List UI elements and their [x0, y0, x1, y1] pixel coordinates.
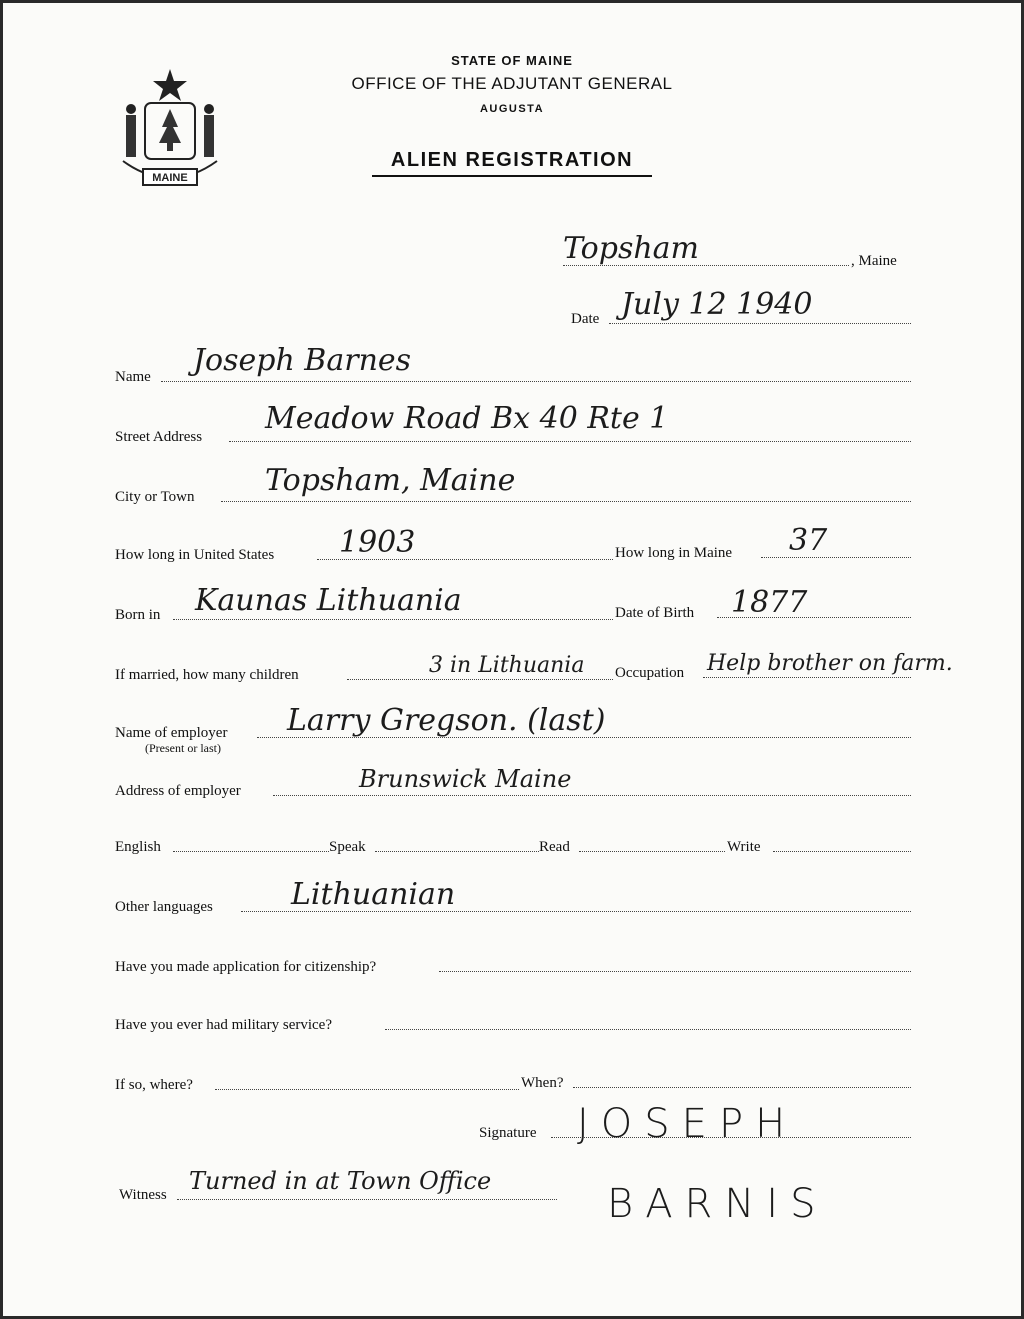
- name-value: Joseph Barnes: [193, 343, 412, 378]
- military-line: [385, 1029, 911, 1030]
- date-line: [609, 323, 911, 324]
- street-line: [229, 441, 911, 442]
- born-label: Born in: [115, 607, 161, 623]
- header-city: AUGUSTA: [479, 103, 545, 115]
- dob-value: 1877: [731, 585, 808, 620]
- children-line: [347, 679, 613, 680]
- maine-time-label: How long in Maine: [615, 545, 733, 561]
- header-state: STATE OF MAINE: [451, 53, 573, 68]
- born-value: Kaunas Lithuania: [195, 583, 462, 618]
- witness-value: Turned in at Town Office: [189, 1167, 492, 1195]
- where-line: [215, 1089, 519, 1090]
- street-value: Meadow Road Bx 40 Rte 1: [265, 401, 669, 436]
- town-suffix: , Maine: [851, 253, 897, 269]
- other-languages-value: Lithuanian: [291, 877, 456, 912]
- date-label: Date: [571, 311, 600, 327]
- dob-label: Date of Birth: [615, 605, 695, 621]
- witness-line: [177, 1199, 557, 1200]
- employer-address-value: Brunswick Maine: [359, 765, 572, 793]
- us-time-label: How long in United States: [115, 547, 275, 563]
- children-label: If married, how many children: [115, 667, 299, 683]
- employer-value: Larry Gregson. (last): [287, 703, 606, 738]
- header-office: OFFICE OF THE ADJUTANT GENERAL: [351, 74, 673, 93]
- signature-line1: JOSEPH: [577, 1101, 798, 1147]
- street-label: Street Address: [115, 429, 203, 445]
- born-line: [173, 619, 613, 620]
- employer-sublabel: (Present or last): [145, 741, 221, 755]
- employer-address-label: Address of employer: [115, 783, 241, 799]
- english-line: [173, 851, 329, 852]
- name-line: [161, 381, 911, 382]
- signature-label: Signature: [479, 1125, 537, 1141]
- registration-form: [3, 3, 1021, 1316]
- military-label: Have you ever had military service?: [115, 1017, 332, 1033]
- occupation-value: Help brother on farm.: [707, 651, 953, 676]
- seal-banner-text: MAINE: [152, 172, 188, 184]
- signature-line2: BARNIS: [607, 1181, 828, 1227]
- when-line: [573, 1087, 911, 1088]
- city-value: Topsham, Maine: [265, 463, 516, 498]
- citizenship-label: Have you made application for citizenship?: [115, 959, 377, 975]
- maine-time-line: [761, 557, 911, 558]
- city-line: [221, 501, 911, 502]
- town-value: Topsham: [563, 231, 699, 266]
- english-label: English: [115, 839, 161, 855]
- when-label: When?: [521, 1075, 564, 1091]
- write-label: Write: [727, 839, 761, 855]
- employer-address-line: [273, 795, 911, 796]
- city-label: City or Town: [115, 489, 195, 505]
- read-line: [579, 851, 725, 852]
- date-value: July 12 1940: [621, 287, 813, 322]
- employer-label: Name of employer: [115, 725, 228, 741]
- title-underline: [372, 175, 652, 177]
- read-label: Read: [539, 839, 570, 855]
- citizenship-line: [439, 971, 911, 972]
- name-label: Name: [115, 369, 151, 385]
- form-title: ALIEN REGISTRATION: [390, 149, 634, 171]
- us-time-value: 1903: [339, 525, 416, 560]
- where-label: If so, where?: [115, 1077, 193, 1093]
- town-line: [563, 265, 849, 266]
- other-languages-label: Other languages: [115, 899, 213, 915]
- speak-label: Speak: [329, 839, 366, 855]
- speak-line: [375, 851, 539, 852]
- maine-time-value: 37: [789, 523, 828, 558]
- write-line: [773, 851, 911, 852]
- occupation-line: [703, 677, 911, 678]
- children-value: 3 in Lithuania: [429, 653, 585, 678]
- witness-label: Witness: [119, 1187, 167, 1203]
- occupation-label: Occupation: [615, 665, 685, 681]
